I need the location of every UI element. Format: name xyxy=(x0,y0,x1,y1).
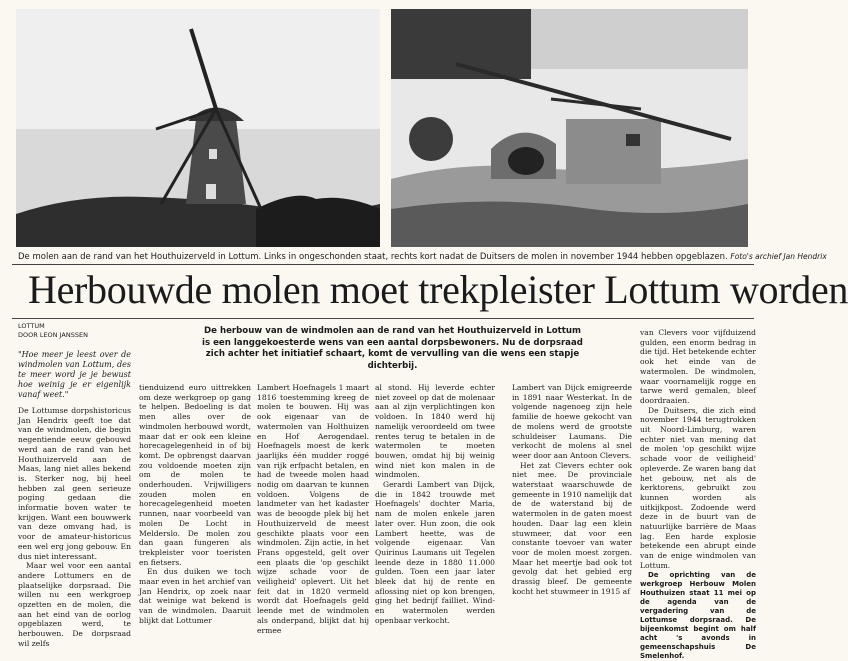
article-column-3 xyxy=(257,383,369,635)
intro-quote: "Hoe meer je leest over de windmolen van Lottum, des te meer word je je bewust hoe weinig je er eigenlijk vanaf weet." xyxy=(18,350,131,399)
meeting-note: De oprichting van de werkgroep Herbouw Molen Houthuizen staat 11 mei op de agenda van de vergadering van de Lottumse dorpsraad. De bijeenkomst begint om half acht 's avonds in gemeenschapshuis De Smelenhof. xyxy=(640,570,756,660)
byline-author: DOOR LEON JANSSEN xyxy=(18,331,88,339)
lead-paragraph: De herbouw van de windmolen aan de rand van het Houthuizerveld in Lottum is een langgekoesterde wens van een aantal dorpsbewoners. Nu de dorpsraad zich achter het initiatief schaart, komt de vervulling van die wens een stapje dichterbij. xyxy=(202,326,583,371)
column-1-paragraph-2: Maar wel voor een aantal andere Lottumers en de plaatselijke dorpsraad. Die willen nu een werkgroep opzetten en de molen, die aan het eind van de oorlog opgeblazen werd, te herbouwen. De dorpsraad wil zelfs xyxy=(18,561,131,648)
photo-caption xyxy=(18,252,827,262)
article-column-4 xyxy=(375,383,495,625)
column-2-paragraph-1: tienduizend euro uittrekken om deze werkgroep op gang te helpen. Bedoeling is dat men alles over de windmolen herbouwd wordt, maar dat er ook een kleine horecagelegenheid in of bij komt. De opbrengst daarvan zou voldoende moeten zijn om de molen te onderhouden. Vrijwilligers zouden molen en horecagelegenheid moeten runnen, naar voorbeeld van molen De Locht in Melderslo. De molen zou dan gaan fungeren als trekpleister voor toeristen en fietsers. xyxy=(139,383,251,567)
windmill-destroyed-image xyxy=(391,9,748,247)
article-column-1 xyxy=(18,350,131,648)
caption-credit: Foto's archief Jan Hendrix xyxy=(730,252,827,261)
photo-windmill-intact xyxy=(16,9,380,247)
column-5-paragraph-1: Lambert van Dijck emigreerde in 1891 naar Westerkat. In de volgende nagenoeg zijn hele familie de hoewe gekocht van de molens werd de grootste schuldeiser Laumans. Die verkocht de molens al snel weer door aan Antoon Clevers. xyxy=(512,383,632,460)
column-6-paragraph-1: van Clevers voor vijfduizend gulden, een enorm bedrag in die tijd. Het betekende echter ook het einde van de watermolen. De windmolen, waar voornamelijk rogge en tarwe werd gemalen, bleef doordraaien. xyxy=(640,328,756,405)
byline xyxy=(18,322,88,340)
article-column-6 xyxy=(640,328,756,660)
column-1-paragraph-1: De Lottumse dorpshistoricus Jan Hendrix geeft toe dat van de windmolen, die begin negentiende eeuw gebouwd werd aan de rand van het Houthuizerveld aan de Maas, lang niet alles bekend is. Sterker nog, bij heel hebben zal geen serieuze poging gedaan die informatie boven water te krijgen. Want een bouwwerk van deze omvang had, is voor de amateur-historicus een wel erg jong gebouw. En dus niet interessant. xyxy=(18,406,131,561)
column-3-paragraph-1: Lambert Hoefnagels 1 maart 1816 toestemming kreeg de molen te bouwen. Hij was ook eigenaar van de watermolen van Holthuizen en Hof Aerogendael. Hoefnagels moest de kerk jaarlijks één mudder roggé van rijk erfpacht betalen, en had de tweede molen haad nodig om daarvan te kunnen voldoen. Volgens de landmeter van het kadaster was de beoogde plek bij het Houthuizerveld de meest geschikte plaats voor een windmolen. Zijn actie, in het Frans opgesteld, gelt over een plaats die 'op geschikt wijze schade voor de veiligheid' oplevert. Uit het feit dat in 1820 vermeld wordt dat Hoefnagels geld leende met de windmolen als onderpand, blijkt dat hij ermee xyxy=(257,383,369,635)
caption-text: De molen aan de rand van het Houthuizerveld in Lottum. Links in ongeschonden staat, rechts kort nadat de Duitsers de molen in november 1944 hebben opgeblazen. xyxy=(18,252,728,262)
photo-windmill-destroyed xyxy=(391,9,748,247)
column-5-paragraph-2: Het zat Clevers echter ook niet mee. De provinciale waterstaat waarschuwde de gemeente in 1910 namelijk dat de de waterstand bij de watermolen in de gaten moest houden. Daar lag een klein stuwmeer, dat voor een constante toevoer van water voor de molen moest zorgen. Maar het meertje bad ook tot gevolg dat het gebied erg drassig bleef. De gemeente kocht het stuwmeer in 1915 af xyxy=(512,460,632,596)
byline-place: LOTTUM xyxy=(18,322,45,330)
headline-rule-top xyxy=(12,264,754,265)
column-4-paragraph-2: Gerardi Lambert van Dijck, die in 1842 trouwde met Hoefnagels' dochter Maria, nam de molen enkele jaren later over. Hun zoon, die ook Lambert heette, was de volgende eigenaar. Van Quirinus Laumans uit Tegelen leende deze in 1880 11.000 gulden. Toen een jaar later bleek dat hij de rente en aflossing niet op kon brengen, ging het bedrijf failliet. Wind- en watermolen werden openbaar verkocht. xyxy=(375,480,495,625)
column-4-paragraph-1: al stond. Hij leverde echter niet zoveel op dat de molenaar aan al zijn verplichtingen kon voldoen. In 1840 werd hij namelijk veroordeeld om twee rentes terug te betalen in de watermolen te moeten bouwen, omdat hij bij weinig wind niet kon malen in de windmolen. xyxy=(375,383,495,480)
headline-rule-bottom xyxy=(12,318,754,319)
article-column-2 xyxy=(139,383,251,625)
headline: Herbouwde molen moet trekpleister Lottum worden xyxy=(28,267,848,312)
column-6-paragraph-2: De Duitsers, die zich eind november 1944 terugtrokken uit Noord-Limburg, waren echter niet van mening dat de molen 'op geschikt wijze schade voor de veiligheid' opleverde. Ze waren bang dat het gebouw, net als de kerktorens, gebruikt zou kunnen worden als uitkijkpost. Zodoende werd deze in de buurt van de natuurlijke barrière de Maas lag. Een harde explosie betekende een abrupt einde van de enige windmolen van Lottum. xyxy=(640,405,756,570)
column-2-paragraph-2: En dus duiken we toch maar even in het archief van Jan Hendrix, op zoek naar dat weinige wat bekend is van de windmolen. Daaruit blijkt dat Lottumer xyxy=(139,567,251,625)
article-column-5 xyxy=(512,383,632,596)
windmill-intact-image xyxy=(16,9,380,247)
